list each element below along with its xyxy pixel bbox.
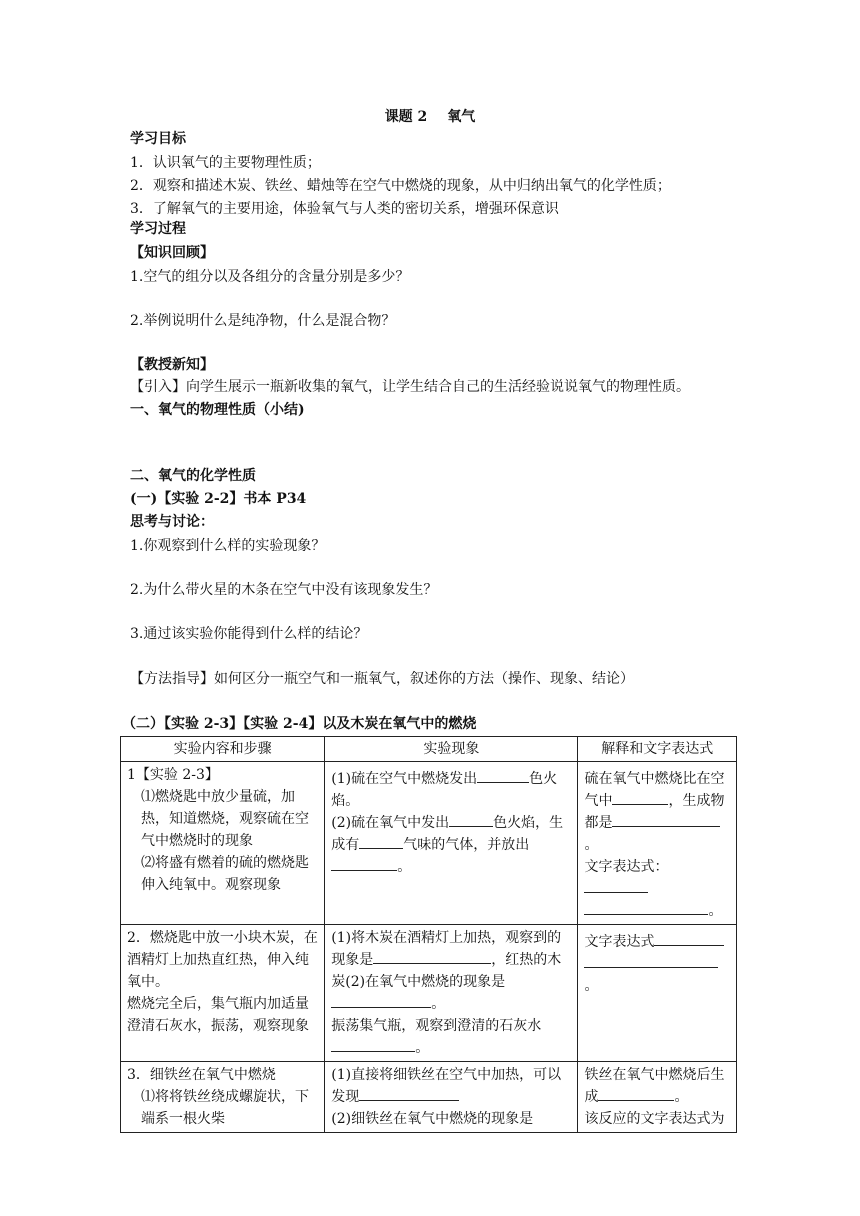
table-cell [121,1062,325,1133]
fill-blank[interactable] [584,878,648,893]
fill-blank[interactable] [612,790,668,805]
think-heading: 思考与讨论： [130,514,214,530]
experiment-2-3-heading: （二）【实验 2-3】【实验 2-4】以及木炭在氧气中的燃烧 [122,716,477,732]
step-text: ⑴燃烧匙中放少量硫，加热，知道燃烧，观察硫在空气中燃烧时的现象 [141,789,309,849]
fill-blank[interactable] [584,900,708,915]
think-question-2: 2.为什么带火星的木条在空气中没有该现象发生？ [130,582,438,598]
section-physical-properties: 一、氧气的物理性质（小结) [130,402,305,418]
text-fragment: (2)硫在氧气中发出 [331,815,450,831]
step-text: ⑴将将铁丝绕成螺旋状，下端系一根火柴 [141,1089,309,1127]
fill-blank[interactable] [359,1086,459,1101]
table-header: 实验内容和步骤 [121,737,325,762]
text-fragment: 。 [397,859,412,875]
fill-blank[interactable] [331,1037,415,1052]
think-question-3: 3.通过该实验你能得到什么样的结论？ [130,626,368,642]
fill-blank[interactable] [359,834,403,849]
text-fragment: 色火焰。 [331,771,558,809]
observation-text [331,1064,571,1108]
explanation-text [584,856,730,922]
table-header: 实验现象 [325,737,578,762]
process-heading: 学习过程 [130,221,186,237]
lesson-number: 课题 2 [384,109,428,125]
fill-blank[interactable] [654,931,724,946]
review-heading: 【知识回顾】 [130,245,214,261]
intro-text: 【引入】向学生展示一瓶新收集的氧气，让学生结合自己的生活经验说说氧气的物理性质。 [130,379,690,395]
fill-blank[interactable] [331,993,431,1008]
text-fragment: 硫在氧气中燃烧比在空气中 [584,771,725,809]
text-fragment: 。 [708,903,723,919]
goals-heading: 学习目标 [130,131,186,147]
text-fragment: (1)硫在空气中燃烧发出 [331,771,478,787]
think-question-1: 1.你观察到什么样的实验现象？ [130,538,326,554]
text-fragment: ，红热的木炭(2)在氧气中燃烧的现象是 [331,952,562,990]
fill-blank[interactable] [584,953,718,968]
text-fragment: 铁丝在氧气中燃烧后生成 [584,1067,725,1105]
observation-text [331,1015,571,1059]
lesson-topic: 氧气 [447,109,476,125]
explanation-text [584,1064,730,1108]
text-fragment: 文字表达式： [584,859,669,875]
experiment-2-2-heading: (一)【实验 2-2】书本 P34 [130,491,307,507]
table-cell [578,1062,737,1133]
table-cell [578,925,737,1062]
observation-text [331,768,571,812]
explanation-text [584,931,730,997]
table-row [121,762,737,925]
text-fragment: 气味的气体，并放出 [403,837,530,853]
step-text: 3．细铁丝在氧气中燃烧 [127,1067,276,1083]
fill-blank[interactable] [373,949,491,964]
goal-item-2: 2．观察和描述木炭、铁丝、蜡烛等在空气中燃烧的现象，从中归纳出氧气的化学性质； [130,178,671,194]
observation-text [331,812,571,878]
review-question-2: 2.举例说明什么是纯净物，什么是混合物？ [130,313,396,329]
text-fragment: 。 [584,978,599,994]
table-cell [578,762,737,925]
explanation-text: 该反应的文字表达式为 [584,1111,725,1127]
fill-blank[interactable] [331,856,397,871]
table-cell [325,1062,578,1133]
fill-blank[interactable] [598,1086,674,1101]
text-fragment: (1)将木炭在酒精灯上加热，观察到的现象是 [331,930,562,968]
fill-blank[interactable] [612,812,720,827]
table-header-row [121,737,737,762]
table-cell [325,925,578,1062]
table-row [121,925,737,1062]
teach-heading: 【教授新知】 [130,357,214,373]
page-title [0,108,860,126]
section-chemical-properties: 二、氧气的化学性质 [130,468,256,484]
text-fragment: 。 [415,1040,430,1056]
goal-item-1: 1．认识氧气的主要物理性质； [130,155,321,171]
text-fragment: ，生成物都是 [584,793,725,831]
table-cell [325,762,578,925]
text-fragment: 。 [584,837,599,853]
text-fragment: 。 [674,1089,689,1105]
fill-blank[interactable] [449,812,493,827]
explanation-text [584,768,730,856]
step-title: 1【实验 2-3】 [127,767,219,783]
goal-item-3: 3．了解氧气的主要用途，体验氧气与人类的密切关系，增强环保意识 [130,201,559,217]
observation-text [331,927,571,1015]
experiment-table [120,736,737,1133]
review-question-1: 1.空气的组分以及各组分的含量分别是多少？ [130,269,410,285]
observation-text: (2)细铁丝在氧气中燃烧的现象是 [331,1111,534,1127]
text-fragment: 文字表达式 [584,934,655,950]
method-guide: 【方法指导】如何区分一瓶空气和一瓶氧气，叙述你的方法（操作、现象、结论） [130,671,634,687]
table-cell [121,925,325,1062]
text-fragment: (1)直接将细铁丝在空气中加热，可以发现 [331,1067,562,1105]
table-row [121,1062,737,1133]
text-fragment: 。 [431,996,446,1012]
text-fragment: 振荡集气瓶，观察到澄清的石灰水 [331,1018,542,1034]
step-text: ⑵将盛有燃着的硫的燃烧匙伸入纯氧中。观察现象 [141,855,309,893]
step-text: 燃烧完全后，集气瓶内加适量澄清石灰水，振荡，观察现象 [127,996,309,1034]
text-fragment: 色火焰，生成有 [331,815,564,853]
step-text: 2．燃烧匙中放一小块木炭，在酒精灯上加热直红热，伸入纯氧中。 [127,930,318,990]
table-header: 解释和文字表达式 [578,737,737,762]
table-cell [121,762,325,925]
fill-blank[interactable] [477,768,529,783]
